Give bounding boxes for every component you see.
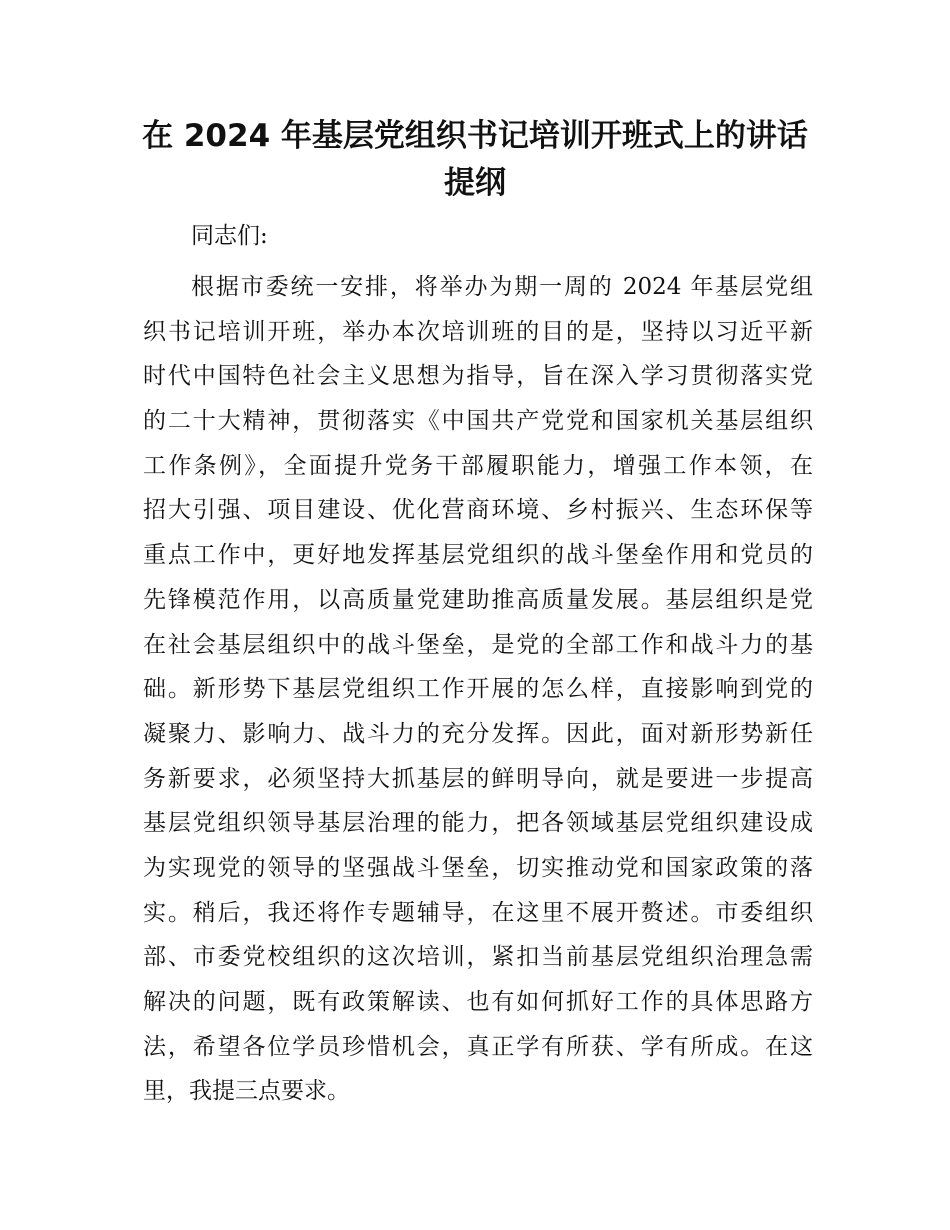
paragraph-line: 基层党组织领导基层治理的能力，把各领域基层党组织建设成 <box>143 810 813 837</box>
paragraph-line: 务新要求，必须坚持大抓基层的鲜明导向，就是要进一步提高 <box>143 765 813 792</box>
paragraph-line: 为实现党的领导的坚强战斗堡垒，切实推动党和国家政策的落 <box>143 854 813 881</box>
paragraph-line: 凝聚力、影响力、战斗力的充分发挥。因此，面对新形势新任 <box>143 720 813 747</box>
paragraph-line: 法，希望各位学员珍惜机会，真正学有所获、学有所成。在这 <box>143 1033 813 1060</box>
salutation: 同志们: <box>191 223 268 249</box>
paragraph-line: 的二十大精神，贯彻落实《中国共产党党和国家机关基层组织 <box>143 408 813 435</box>
body-paragraph <box>143 265 813 1114</box>
paragraph-line: 根据市委统一安排，将举办为期一周的 2024 年基层党组 <box>191 274 813 300</box>
paragraph-line: 时代中国特色社会主义思想为指导，旨在深入学习贯彻落实党 <box>143 363 813 390</box>
document-title <box>100 113 850 207</box>
paragraph-line: 础。新形势下基层党组织工作开展的怎么样，直接影响到党的 <box>143 676 813 703</box>
paragraph-line: 解决的问题，既有政策解读、也有如何抓好工作的具体思路方 <box>143 989 813 1015</box>
paragraph-line: 招大引强、项目建设、优化营商环境、乡村振兴、生态环保等 <box>143 497 813 524</box>
paragraph-line: 工作条例》，全面提升党务干部履职能力，增强工作本领，在 <box>143 452 813 479</box>
title-line-1: 在 2024 年基层党组织书记培训开班式上的讲话 <box>142 118 808 154</box>
paragraph-line: 部、市委党校组织的这次培训，紧扣当前基层党组织治理急需 <box>143 944 813 971</box>
paragraph-line: 在社会基层组织中的战斗堡垒，是党的全部工作和战斗力的基 <box>143 631 813 658</box>
title-line-2: 提纲 <box>444 165 506 201</box>
paragraph-line: 里，我提三点要求。 <box>143 1078 350 1105</box>
paragraph-line: 重点工作中，更好地发挥基层党组织的战斗堡垒作用和党员的 <box>143 542 813 569</box>
paragraph-line: 实。稍后，我还将作专题辅导，在这里不展开赘述。市委组织 <box>143 899 813 926</box>
paragraph-line: 织书记培训开班，举办本次培训班的目的是，坚持以习近平新 <box>143 318 813 345</box>
paragraph-line: 先锋模范作用，以高质量党建助推高质量发展。基层组织是党 <box>143 586 813 613</box>
